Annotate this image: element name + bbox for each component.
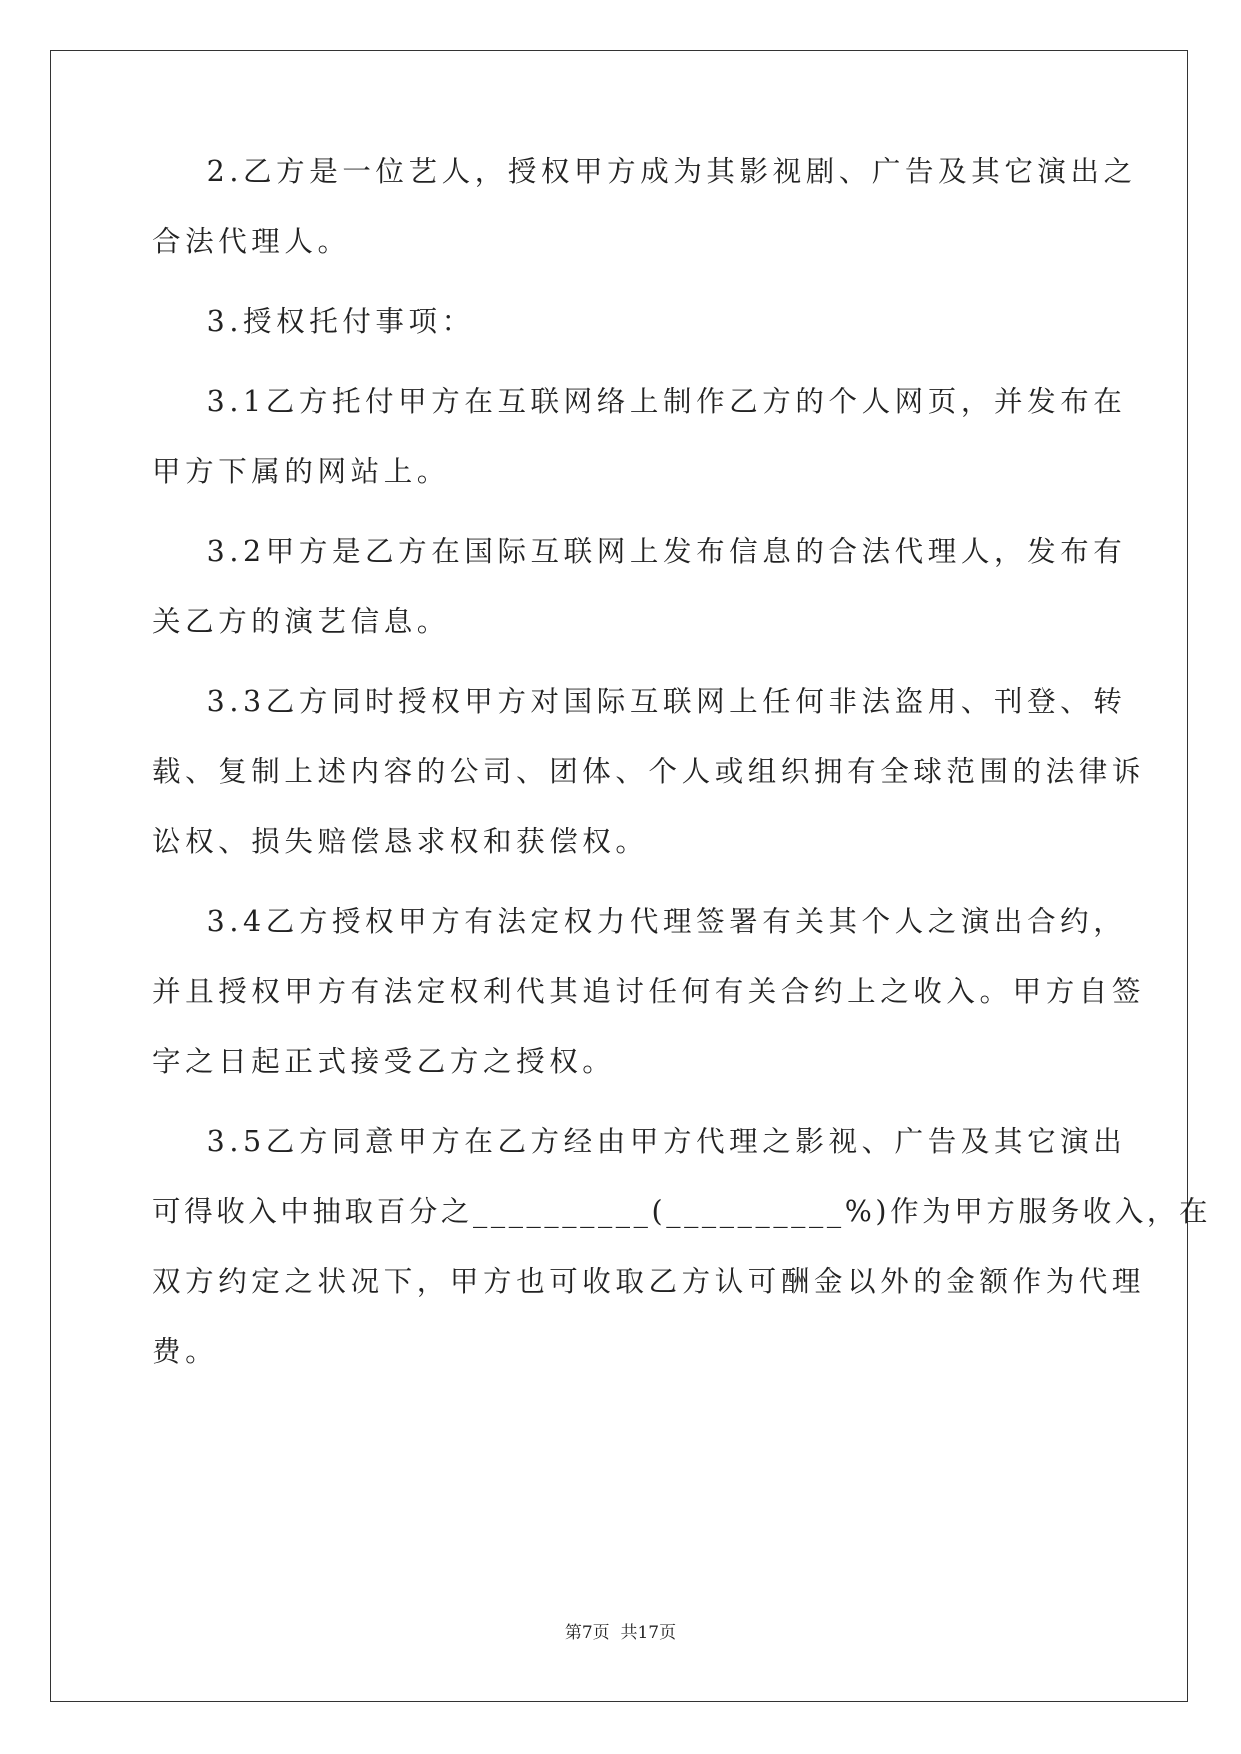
text-line: 3.2甲方是乙方在国际互联网上发布信息的合法代理人，发布有	[152, 535, 1127, 568]
text-line: 并且授权甲方有法定权利代其追讨任何有关合约上之收入。甲方自签	[152, 975, 1146, 1008]
text-line: 字之日起正式接受乙方之授权。	[152, 1045, 616, 1078]
text-line: 3.1乙方托付甲方在互联网络上制作乙方的个人网页，并发布在	[152, 385, 1127, 418]
text-line: 双方约定之状况下，甲方也可收取乙方认可酬金以外的金额作为代理	[152, 1265, 1146, 1298]
page-number: 第7页 共17页	[564, 1623, 677, 1643]
text-line: 3.4乙方授权甲方有法定权力代理签署有关其个人之演出合约，	[152, 905, 1127, 938]
page-border	[50, 50, 1212, 1702]
page-footer	[0, 1618, 1241, 1643]
text-line: 2.乙方是一位艺人，授权甲方成为其影视剧、广告及其它演出之	[152, 155, 1137, 188]
text-line: 讼权、损失赔偿恳求权和获偿权。	[152, 825, 649, 858]
text-line: 3.授权托付事项：	[152, 305, 475, 338]
text-line: 可得收入中抽取百分之__________(__________%)作为甲方服务收入，在	[152, 1195, 1212, 1228]
text-line: 合法代理人。	[152, 225, 351, 258]
text-line: 载、复制上述内容的公司、团体、个人或组织拥有全球范围的法律诉	[152, 755, 1146, 788]
text-line: 关乙方的演艺信息。	[152, 605, 450, 638]
text-line: 费。	[152, 1335, 219, 1368]
text-line: 甲方下属的网站上。	[152, 455, 450, 488]
text-line: 3.3乙方同时授权甲方对国际互联网上任何非法盗用、刊登、转	[152, 685, 1127, 718]
text-line: 3.5乙方同意甲方在乙方经由甲方代理之影视、广告及其它演出	[152, 1125, 1127, 1158]
